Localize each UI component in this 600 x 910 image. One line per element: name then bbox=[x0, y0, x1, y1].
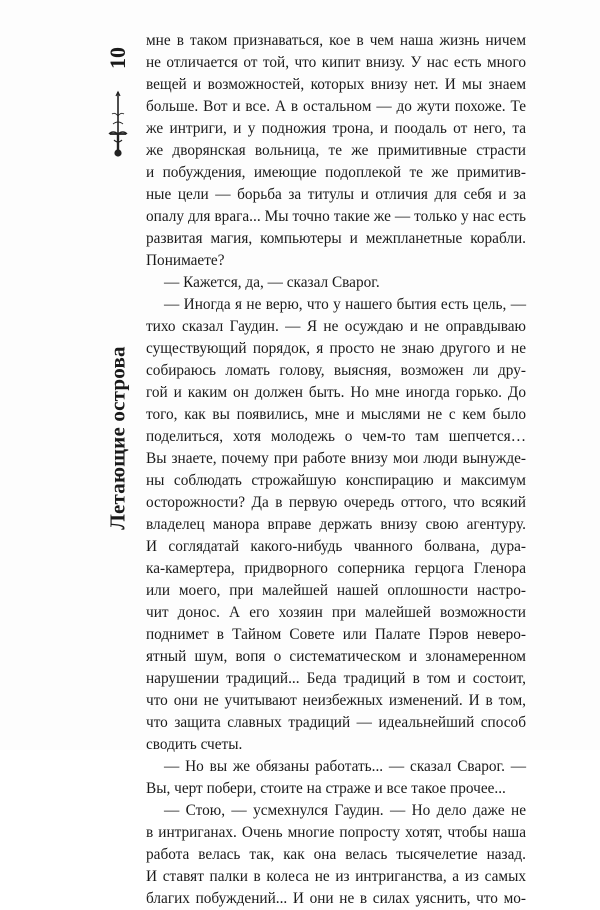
text-line: благих побуждений... И они не в силах уяснить, что мо- bbox=[146, 890, 526, 907]
page-number: 10 bbox=[105, 47, 130, 69]
text-line: того, как вы появились, мне и мыслями не с кем было bbox=[146, 406, 526, 423]
text-line: ка-камертера, придворного соперника герцога Гленора bbox=[146, 560, 526, 577]
text-line: — Кажется, да, — сказал Сварог. bbox=[164, 274, 380, 291]
text-line: мне в таком признаваться, кое в чем наша жизнь ничем bbox=[146, 32, 526, 49]
text-line: ятный шум, вопя о систематическом и злонамеренном bbox=[146, 648, 526, 665]
text-line: и побуждения, имеющие подоплекой те же примитив- bbox=[146, 164, 526, 181]
text-line: что защита славных традиций — идеальнейший способ bbox=[146, 714, 526, 731]
text-line: что они не учитывают неизбежных изменений. И в том, bbox=[146, 692, 526, 709]
text-line: развитая магия, компьютеры и межпланетные корабли. bbox=[146, 230, 526, 247]
text-line: ные цели — борьба за титулы и отличия для себя и за bbox=[146, 186, 526, 203]
text-line: И ставят палки в колеса не из интриганства, а из самых bbox=[146, 868, 526, 885]
text-line: Вы знаете, почему при работе внизу мои люди вынужде- bbox=[146, 450, 526, 467]
text-line: поднимет в Тайном Совете или Палате Пэров неверо- bbox=[146, 626, 526, 643]
text-line: вещей и возможностей, которых внизу нет. И мы знаем bbox=[146, 76, 526, 93]
text-line: работа велась так, как она велась тысячелетие назад. bbox=[146, 846, 526, 863]
text-line: — Но вы же обязаны работать... — сказал Сварог. — bbox=[164, 758, 526, 775]
text-line: И соглядатай какого-нибудь чванного болвана, дура- bbox=[146, 538, 526, 555]
text-line: существующий порядок, я просто не знаю другого и не bbox=[146, 340, 526, 357]
running-head bbox=[100, 38, 136, 678]
book-title: Летающие острова bbox=[105, 346, 130, 530]
text-line: сводить счеты. bbox=[146, 736, 243, 753]
text-line: опалу для врага... Мы точно такие же — только у нас есть bbox=[146, 208, 526, 225]
text-line: собираюсь ломать голову, выясняя, возможен ли дру- bbox=[146, 362, 526, 379]
text-line: не отличается от той, что кипит внизу. У нас есть много bbox=[146, 54, 526, 71]
text-line: Вы, черт побери, стоите на страже и все такое прочее... bbox=[146, 780, 506, 797]
text-line: же дворянская вольница, те же примитивные страсти bbox=[146, 142, 526, 159]
text-line: Понимаете? bbox=[146, 252, 225, 269]
text-column bbox=[146, 30, 526, 910]
text-line: больше. Вот и все. А в остальном — до жути похоже. Те bbox=[146, 98, 526, 115]
text-line: владелец манора вправе держать внизу свою агентуру. bbox=[146, 516, 526, 533]
sword-icon bbox=[104, 90, 132, 164]
text-line: — Стою, — усмехнулся Гаудин. — Но дело даже не bbox=[164, 802, 526, 819]
text-line: поделиться, хотя молодежь о чем-то там шепчется… bbox=[146, 428, 526, 445]
text-line: или моего, при малейшей нашей оплошности настро- bbox=[146, 582, 526, 599]
text-line: тихо сказал Гаудин. — Я не осуждаю и не оправдываю bbox=[146, 318, 526, 335]
text-line: — Иногда я не верю, что у нашего бытия есть цель, — bbox=[164, 296, 526, 313]
text-line: в интриганах. Очень многие попросту хотят, чтобы наша bbox=[146, 824, 526, 841]
text-line: ны соблюдать строжайшую конспирацию и максимум bbox=[146, 472, 526, 489]
text-line: гой и каким он должен быть. Но мне иногда горько. До bbox=[146, 384, 526, 401]
text-line: же интриги, и у подножия трона, и поодаль от него, та bbox=[146, 120, 526, 137]
text-line: осторожности? Да в первую очередь оттого, что всякий bbox=[146, 494, 526, 511]
text-line: чит донос. А его хозяин при малейшей возможности bbox=[146, 604, 526, 621]
text-line: нарушении традиций... Беда традиций в том и состоит, bbox=[146, 670, 526, 687]
